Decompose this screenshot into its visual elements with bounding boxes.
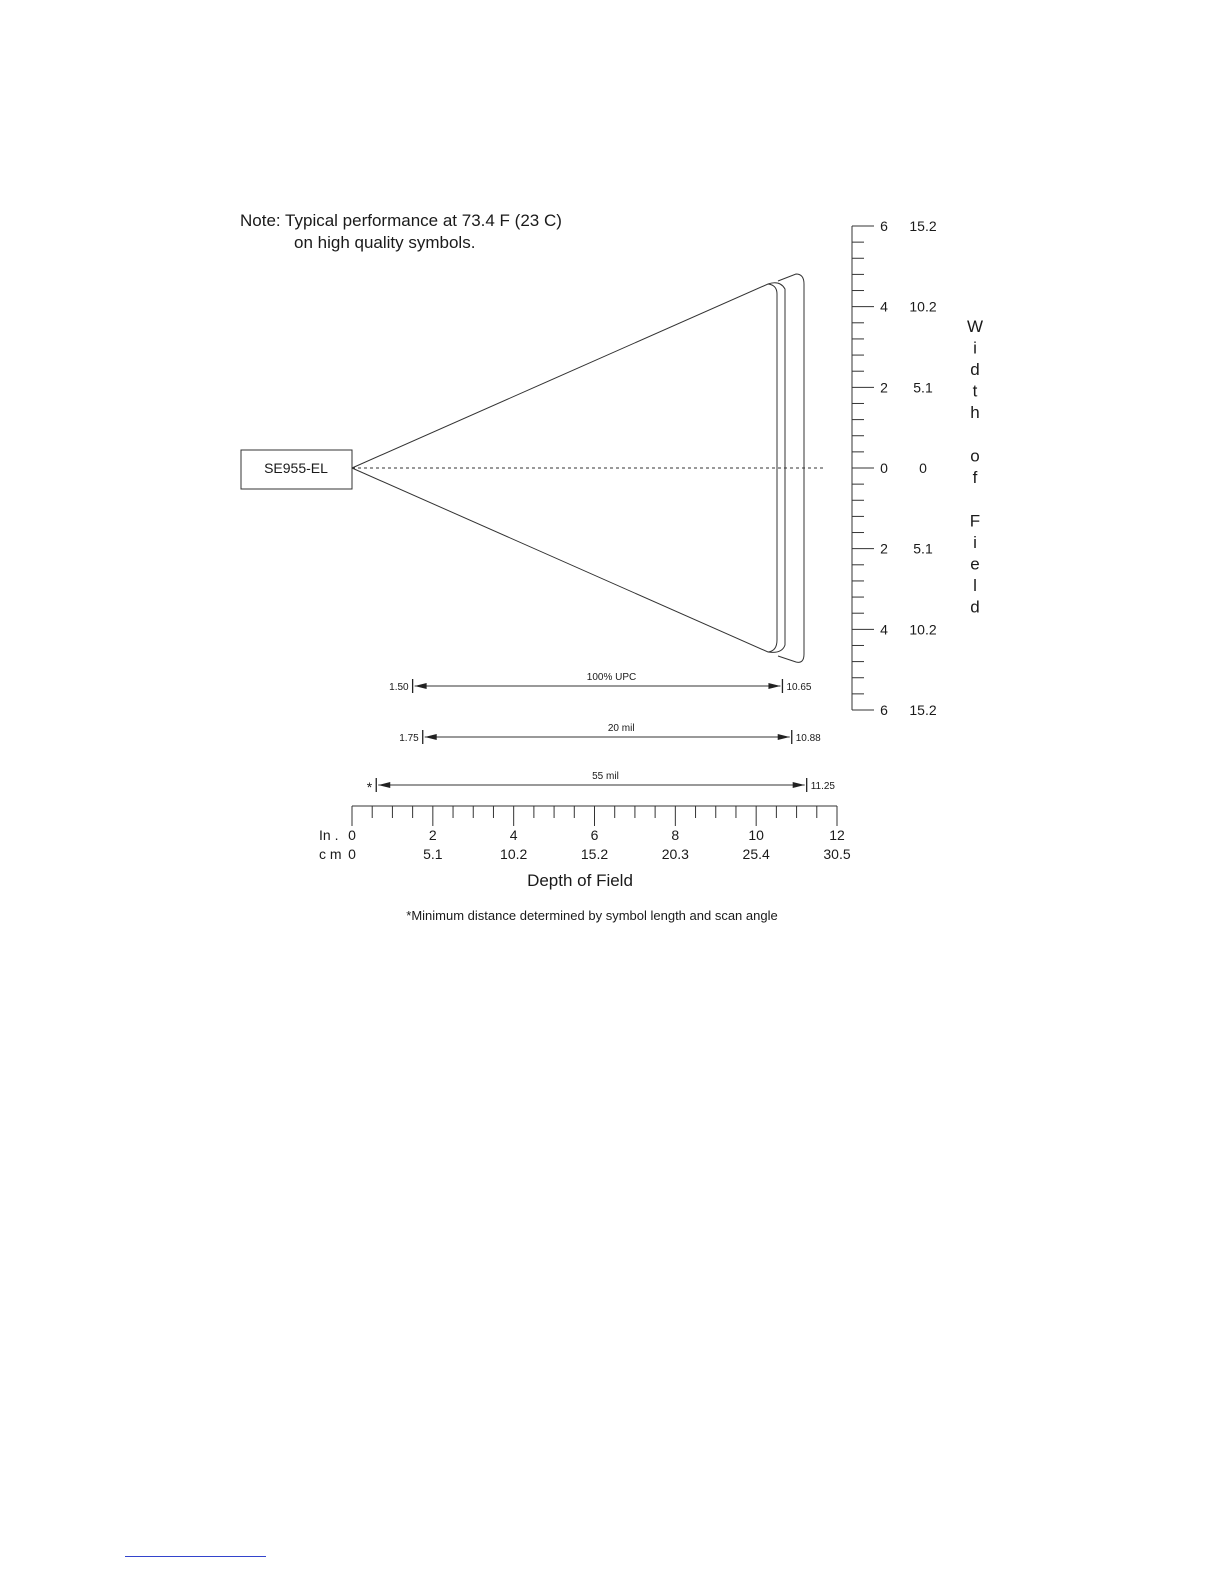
width-tick-label-cm: 5.1 [913, 540, 933, 557]
width-of-field-title [967, 317, 983, 617]
range-min-label: * [366, 779, 373, 795]
range-min-label: 1.75 [399, 733, 419, 744]
width-title-letter: W [966, 317, 984, 336]
width-title-letter: F [969, 511, 981, 531]
width-title-letter: d [970, 597, 980, 617]
width-title-letter: h [970, 403, 980, 422]
depth-tick-label-cm: 25.4 [742, 846, 770, 862]
note-line-1: Note: Typical performance at 73.4 F (23 C) [240, 211, 562, 230]
depth-axis-title: Depth of Field [527, 871, 633, 890]
width-tick-label-in: 0 [880, 460, 888, 476]
width-tick-label-in: 6 [880, 702, 888, 718]
width-ruler [852, 226, 874, 710]
depth-tick-label-cm: 0 [348, 846, 356, 862]
range-arrow-left [425, 734, 437, 740]
depth-cm-prefix: c m [319, 846, 342, 862]
range-name: 100% UPC [586, 672, 637, 683]
width-title-letter: i [973, 533, 977, 552]
note-line-2: on high quality symbols. [294, 233, 476, 252]
depth-tick-label-in: 0 [348, 827, 356, 843]
depth-ruler [352, 806, 837, 826]
range-arrow-right [793, 782, 805, 788]
footer-rule [125, 1556, 266, 1557]
range-arrow-left [378, 782, 390, 788]
range-name: 55 mil [592, 771, 619, 782]
range-min-label: 1.50 [389, 682, 409, 693]
width-tick-label-cm: 5.1 [913, 379, 933, 396]
width-tick-label-cm: 15.2 [909, 702, 937, 718]
depth-tick-label-in: 6 [590, 827, 599, 843]
width-title-letter: o [970, 446, 980, 466]
width-tick-label-in: 2 [880, 540, 888, 557]
depth-tick-label-in: 4 [509, 827, 518, 843]
range-arrow-left [415, 683, 427, 689]
depth-tick-label-cm: 20.3 [661, 846, 689, 862]
width-tick-label-cm: 10.2 [909, 621, 937, 638]
width-tick-label-cm: 0 [919, 460, 927, 476]
depth-tick-label-in: 2 [428, 827, 437, 843]
width-tick-label-in: 4 [880, 298, 888, 315]
depth-tick-label-in: 12 [829, 827, 845, 843]
width-title-letter: f [972, 468, 978, 487]
width-ruler-labels [880, 218, 937, 718]
width-title-letter: e [970, 554, 980, 574]
width-title-letter: d [970, 360, 980, 379]
read-ranges [367, 672, 836, 795]
range-arrow-right [768, 683, 780, 689]
width-tick-label-in: 4 [880, 621, 888, 638]
range-name: 20 mil [607, 723, 635, 734]
width-title-letter: t [972, 381, 978, 401]
depth-tick-label-cm: 5.1 [423, 846, 443, 862]
width-title-letter: l [973, 576, 977, 595]
width-tick-label-in: 2 [880, 379, 888, 396]
depth-tick-label-in: 8 [671, 827, 680, 843]
depth-in-prefix: In . [319, 827, 339, 843]
width-tick-label-cm: 15.2 [909, 218, 937, 234]
depth-tick-label-in: 10 [748, 827, 764, 843]
depth-tick-label-cm: 15.2 [580, 846, 609, 862]
range-max-label: 11.25 [810, 781, 835, 792]
range-max-label: 10.65 [786, 682, 812, 693]
width-tick-label-cm: 10.2 [909, 298, 937, 315]
depth-ruler-labels [348, 827, 851, 862]
depth-tick-label-cm: 10.2 [500, 846, 528, 862]
width-title-letter: i [973, 338, 977, 358]
width-tick-label-in: 6 [880, 218, 888, 234]
range-max-label: 10.88 [795, 733, 821, 744]
footnote: *Minimum distance determined by symbol length and scan angle [406, 908, 778, 923]
scanner-label: SE955-EL [264, 460, 328, 476]
range-arrow-right [778, 734, 790, 740]
depth-tick-label-cm: 30.5 [823, 846, 851, 862]
